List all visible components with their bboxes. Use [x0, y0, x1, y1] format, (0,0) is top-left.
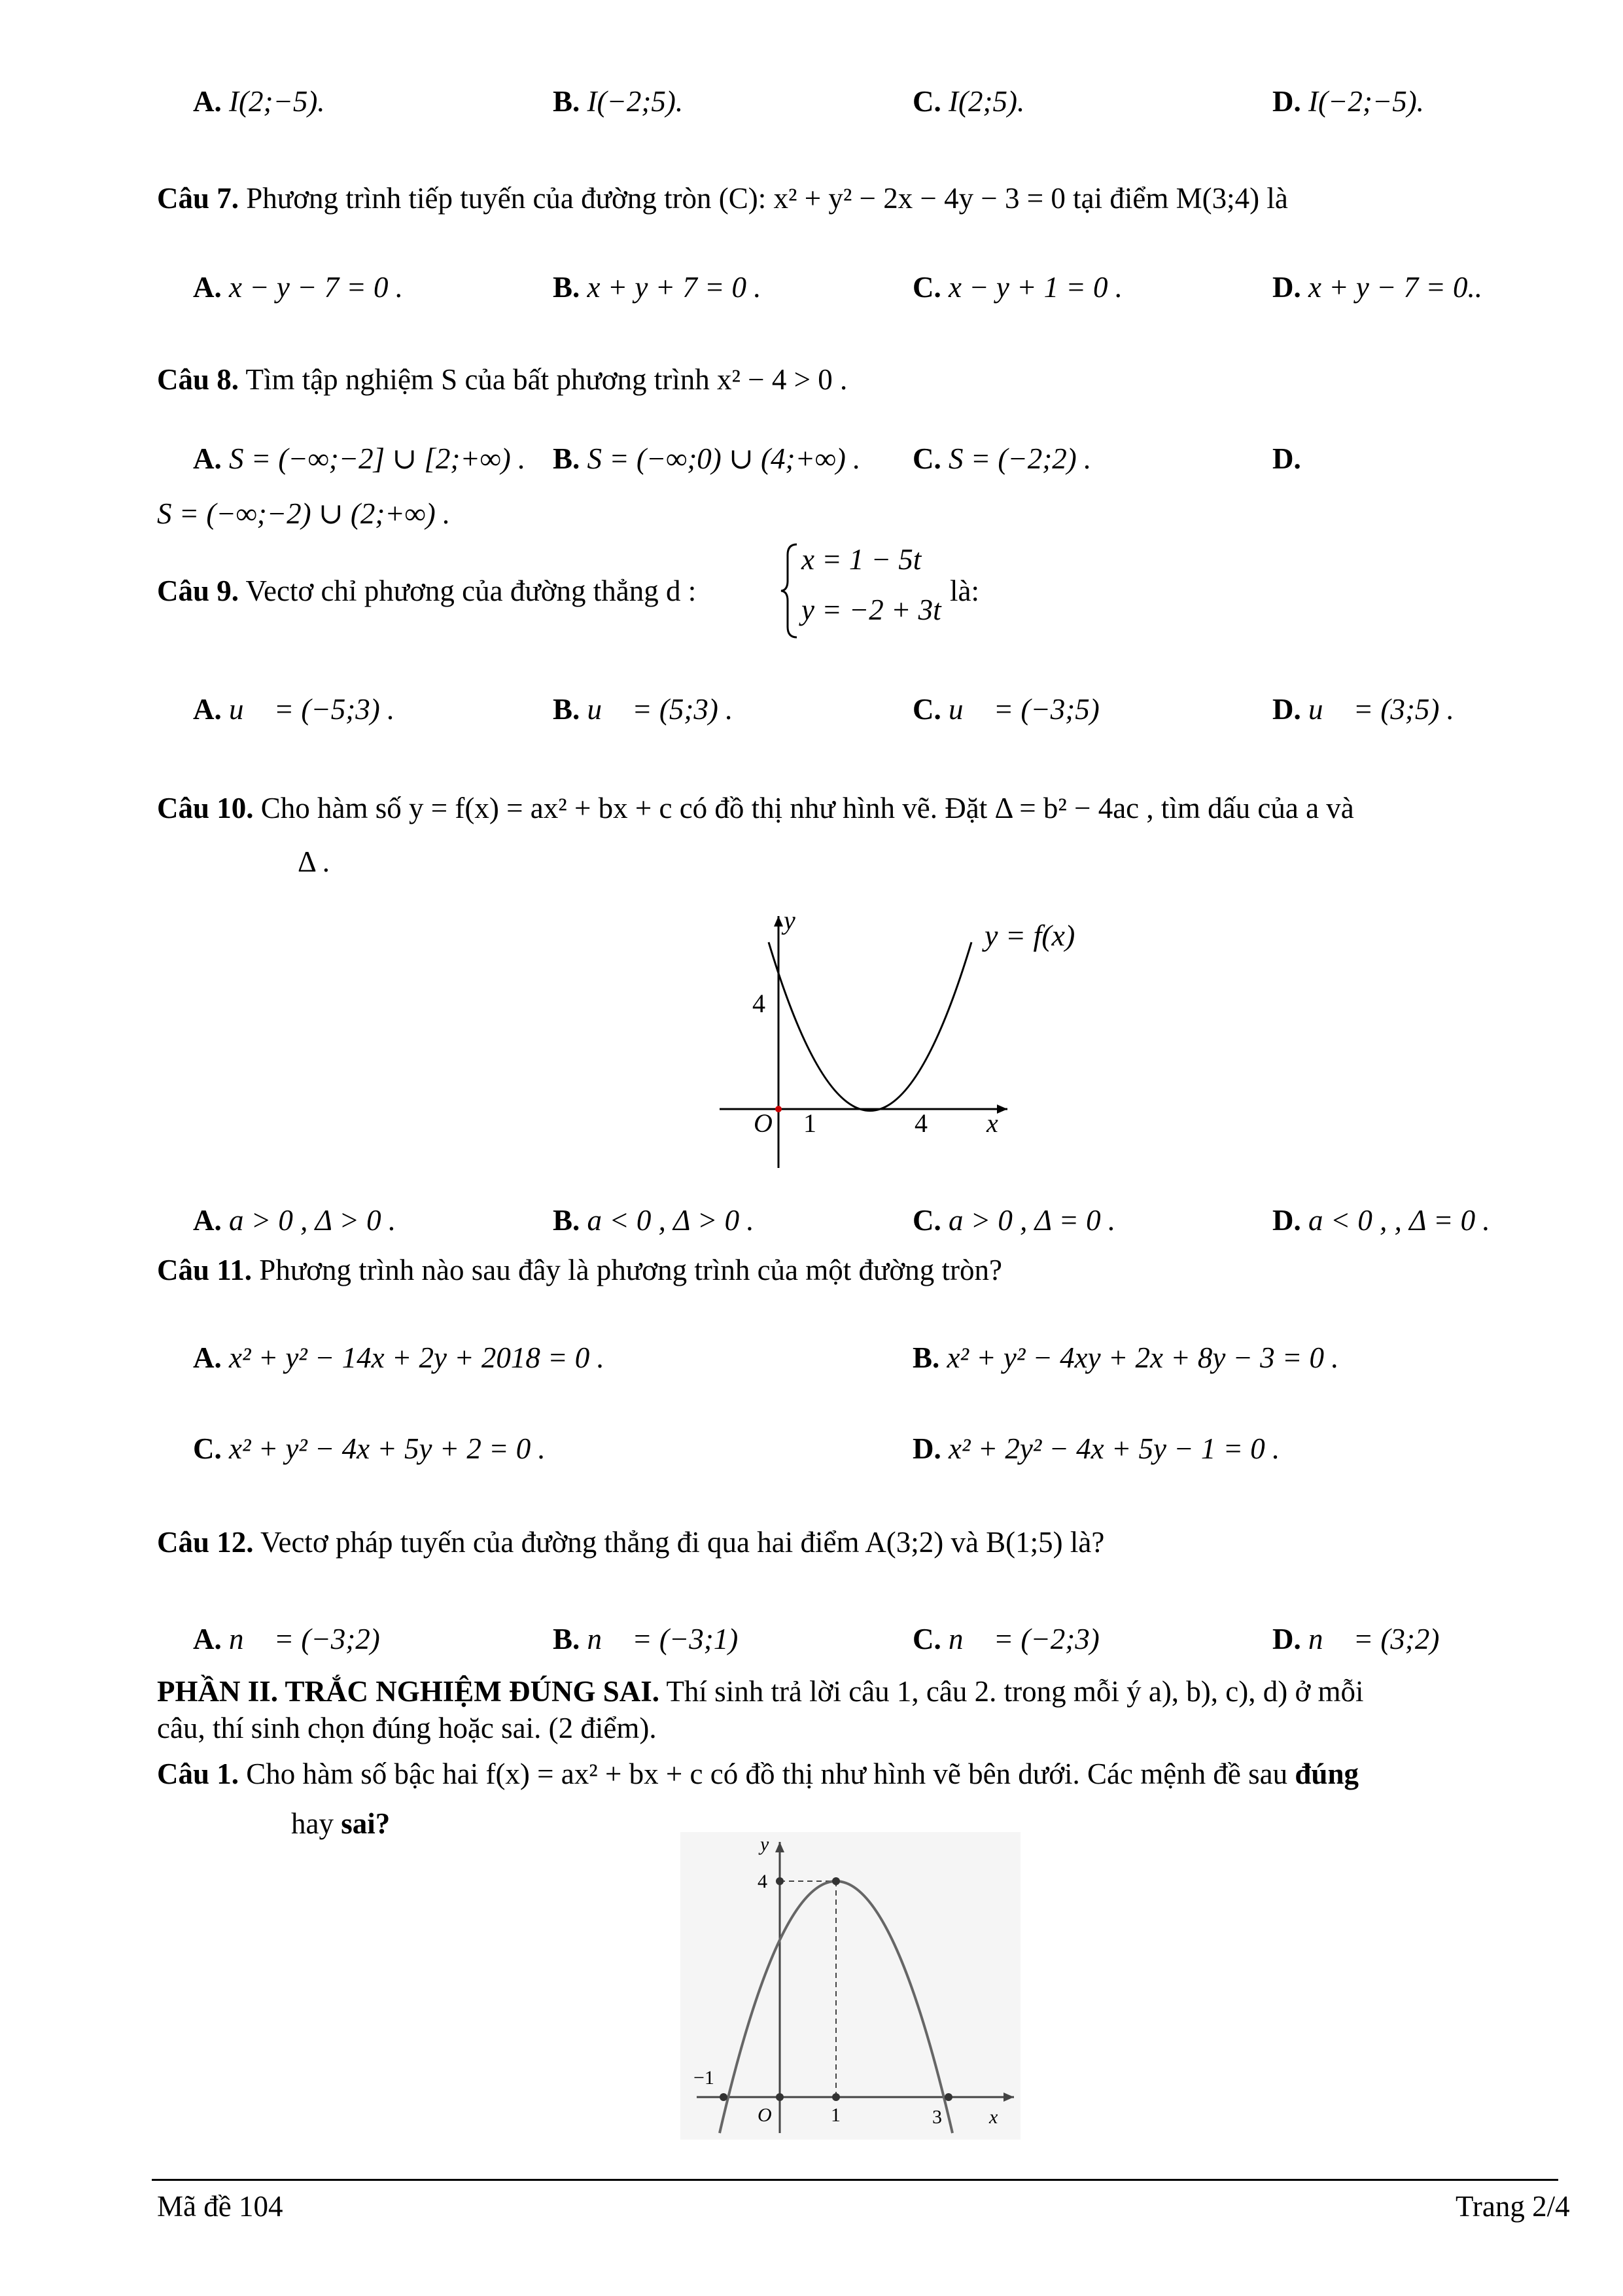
origin-label: O — [758, 2104, 772, 2126]
p2q1-question: Câu 1. Cho hàm số bậc hai f(x) = ax² + bx + c có đồ thị như hình vẽ bên dưới. Các mệnh đề sau đúng — [157, 1757, 1359, 1790]
q6-option-a[interactable]: A. I(2;−5). — [193, 85, 325, 118]
origin-point — [775, 1106, 782, 1112]
q11-option-a[interactable]: A. x² + y² − 14x + 2y + 2018 = 0 . — [193, 1341, 604, 1374]
root-point-3 — [945, 2093, 952, 2101]
q10-question: Câu 10. Cho hàm số y = f(x) = ax² + bx + c có đồ thị như hình vẽ. Đặt Δ = b² − 4ac , tìm dấu của a và — [157, 792, 1354, 824]
q10-option-a[interactable]: A. a > 0 , Δ > 0 . — [193, 1204, 396, 1237]
p2q1-graph — [680, 1832, 1021, 2143]
p2q1-parabola-figure — [680, 1832, 1021, 2140]
q11-question: Câu 11. Phương trình nào sau đây là phương trình của một đường tròn? — [157, 1254, 1002, 1286]
footer-divider — [152, 2179, 1558, 2181]
x-axis-arrow-icon — [997, 1104, 1007, 1114]
q7-option-c[interactable]: C. x − y + 1 = 0 . — [913, 271, 1123, 304]
q12-option-d[interactable]: D. n⃗ = (3;2) — [1272, 1623, 1440, 1655]
q9-option-c[interactable]: C. u⃗ = (−3;5) — [913, 693, 1100, 726]
q9-option-b[interactable]: B. u⃗ = (5;3) . — [553, 693, 733, 726]
q9-system-line1: x = 1 − 5t — [801, 543, 922, 576]
q10-option-b[interactable]: B. a < 0 , Δ > 0 . — [553, 1204, 754, 1237]
q9-system-line2: y = −2 + 3t — [801, 593, 941, 626]
q6-option-c[interactable]: C. I(2;5). — [913, 85, 1025, 118]
p2q1-question-line2: hay sai? — [291, 1807, 391, 1840]
brace-icon — [780, 542, 799, 640]
vertex-point — [832, 1877, 840, 1885]
footer-page-number: Trang 2/4 — [1456, 2190, 1570, 2223]
tick-y4-label: 4 — [758, 1871, 767, 1892]
q10-graph — [713, 906, 1132, 1184]
q10-parabola-figure — [713, 906, 1132, 1181]
q10-question-line2: Δ . — [298, 845, 330, 878]
q7-option-b[interactable]: B. x + y + 7 = 0 . — [553, 271, 761, 304]
q10-option-d[interactable]: D. a < 0 , , Δ = 0 . — [1272, 1204, 1490, 1237]
tick-neg1-label: −1 — [693, 2067, 714, 2089]
tick-x1-label: 1 — [803, 1108, 816, 1138]
q8-option-b[interactable]: B. S = (−∞;0) ∪ (4;+∞) . — [553, 442, 861, 475]
q7-option-d[interactable]: D. x + y − 7 = 0.. — [1272, 271, 1483, 304]
q9-system-brace — [780, 542, 799, 643]
parabola-curve — [769, 942, 971, 1111]
footer-exam-code: Mã đề 104 — [157, 2190, 283, 2223]
tick-x3-label: 3 — [932, 2106, 942, 2128]
x-axis-label: x — [986, 1108, 998, 1138]
q12-option-a[interactable]: A. n⃗ = (−3;2) — [193, 1623, 380, 1655]
q10-option-c[interactable]: C. a > 0 , Δ = 0 . — [913, 1204, 1116, 1237]
q9-question: Câu 9. Vectơ chỉ phương của đường thẳng d : — [157, 574, 697, 607]
root-point-neg1 — [720, 2093, 727, 2101]
q12-option-b[interactable]: B. n⃗ = (−3;1) — [553, 1623, 739, 1655]
q8-question: Câu 8. Tìm tập nghiệm S của bất phương trình x² − 4 > 0 . — [157, 363, 848, 396]
q9-option-a[interactable]: A. u⃗ = (−5;3) . — [193, 693, 395, 726]
tick-x4-label: 4 — [915, 1108, 928, 1138]
q9-option-d[interactable]: D. u⃗ = (3;5) . — [1272, 693, 1454, 726]
y4-point — [776, 1877, 784, 1885]
y-axis-label: y — [760, 1833, 769, 1855]
y-axis-label: y — [784, 906, 795, 935]
q8-option-d-letter[interactable]: D. — [1272, 442, 1301, 475]
q8-option-a[interactable]: A. S = (−∞;−2] ∪ [2;+∞) . — [193, 442, 526, 475]
q12-option-c[interactable]: C. n⃗ = (−2;3) — [913, 1623, 1100, 1655]
tick-y4-label: 4 — [752, 989, 765, 1018]
curve-label: y = f(x) — [985, 919, 1075, 952]
part2-heading-line: PHẦN II. TRẮC NGHIỆM ĐÚNG SAI. Thí sinh trả lời câu 1, câu 2. trong mỗi ý a), b), c), d) ở mỗi — [157, 1675, 1364, 1708]
q9-tail: là: — [950, 574, 979, 607]
q8-option-c[interactable]: C. S = (−2;2) . — [913, 442, 1092, 475]
origin-point — [776, 2093, 784, 2101]
q7-question: Câu 7. Phương trình tiếp tuyến của đường tròn (C): x² + y² − 2x − 4y − 3 = 0 tại điểm M(3;4) là — [157, 182, 1288, 215]
x-axis-label: x — [989, 2106, 998, 2128]
tick-x1-label: 1 — [831, 2104, 841, 2126]
q6-option-d[interactable]: D. I(−2;−5). — [1272, 85, 1424, 118]
q6-option-b[interactable]: B. I(−2;5). — [553, 85, 684, 118]
x1-point — [832, 2093, 840, 2101]
q12-question: Câu 12. Vectơ pháp tuyến của đường thẳng đi qua hai điểm A(3;2) và B(1;5) là? — [157, 1526, 1105, 1559]
part2-heading-line2: câu, thí sinh chọn đúng hoặc sai. (2 điểm). — [157, 1712, 657, 1744]
origin-label: O — [754, 1108, 773, 1138]
q11-option-c[interactable]: C. x² + y² − 4x + 5y + 2 = 0 . — [193, 1432, 546, 1465]
q8-option-d-text[interactable]: S = (−∞;−2) ∪ (2;+∞) . — [157, 497, 451, 530]
y-axis-arrow-icon — [774, 916, 783, 927]
q7-option-a[interactable]: A. x − y − 7 = 0 . — [193, 271, 404, 304]
q11-option-d[interactable]: D. x² + 2y² − 4x + 5y − 1 = 0 . — [913, 1432, 1280, 1465]
q11-option-b[interactable]: B. x² + y² − 4xy + 2x + 8y − 3 = 0 . — [913, 1341, 1339, 1374]
